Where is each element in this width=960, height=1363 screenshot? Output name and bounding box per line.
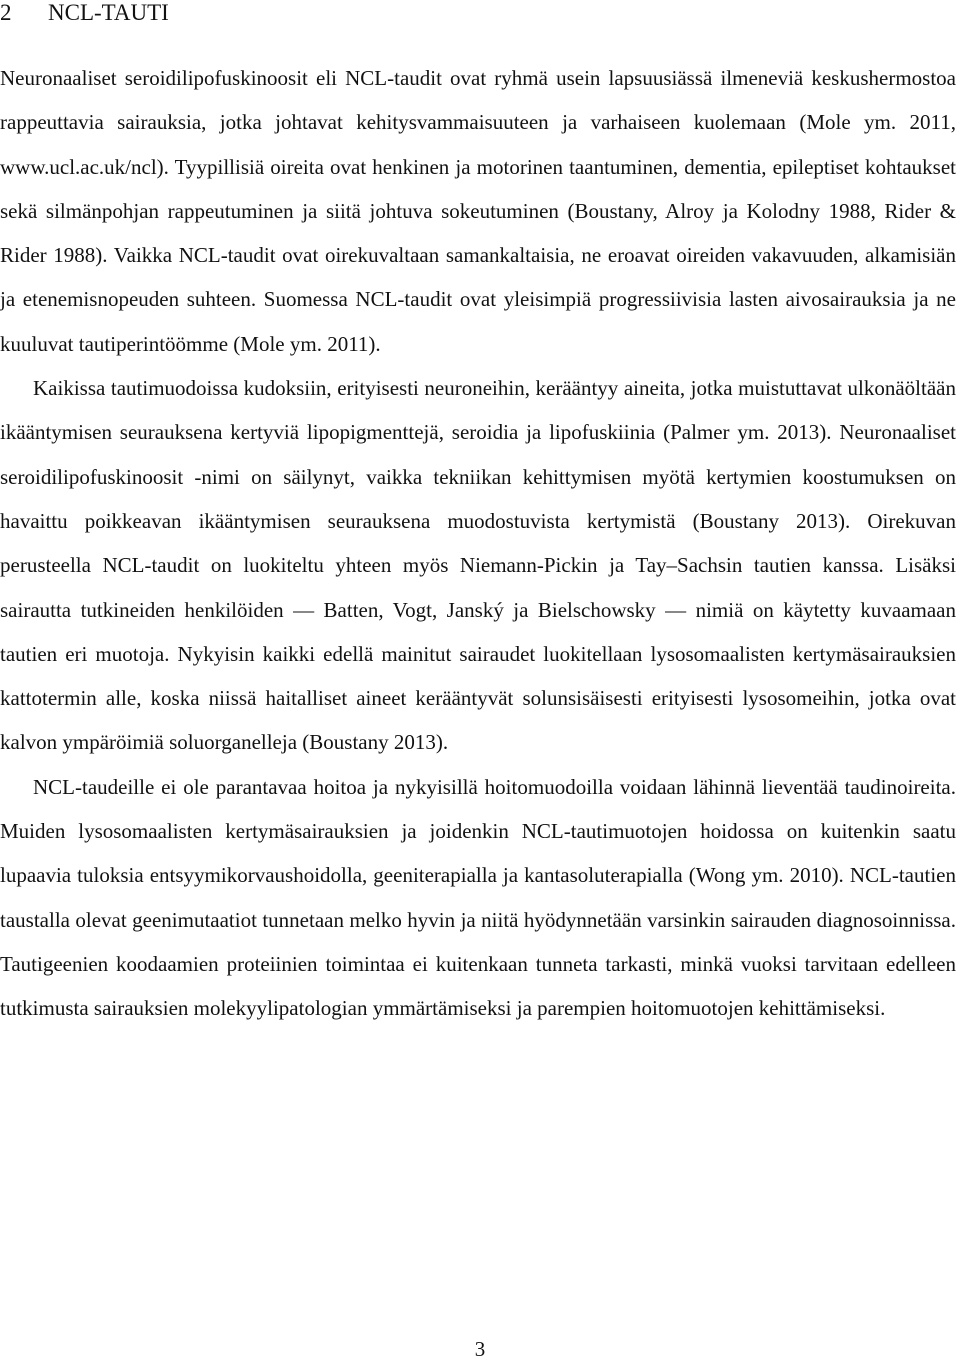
paragraph-2: Kaikissa tautimuodoissa kudoksiin, erityisesti neuroneihin, kerääntyy aineita, jotka muistuttavat ulkonäöltään ikääntymisen seurauksena kertyviä lipopigmenttejä, seroidia ja lipofuskiinia (Palmer ym. 2013). Neuronaaliset seroidilipofuskinoosit -nimi on säilynyt, vaikka tekniikan kehittymisen myötä kertymien koostumuksen on havaittu poikkeavan ikääntymisen seurauksena muodostuvista kertymistä (Boustany 2013). Oirekuvan perusteella NCL-taudit on luokiteltu yhteen myös Niemann-Pickin ja Tay–Sachsin tautien kanssa. Lisäksi sairautta tutkineiden henkilöiden — Batten, Vogt, Janský ja Bielschowsky — nimiä on käytetty kuvaamaan tautien eri muotoja. Nykyisin kaikki edellä mainitut sairaudet luokitellaan lysosomaalisten kertymäsairauksien kattotermin alle, koska niissä haitalliset aineet kerääntyvät solunsisäisesti erityisesti lysosomeihin, jotka ovat kalvon ympäröimiä soluorganelleja (Boustany 2013). <box>0 376 956 755</box>
paragraph-3: NCL-taudeille ei ole parantavaa hoitoa ja nykyisillä hoitomuodoilla voidaan lähinnä lieventää taudinoireita. Muiden lysosomaalisten kertymäsairauksien ja joidenkin NCL-tautimuotojen hoidossa on kuitenkin saatu lupaavia tuloksia entsyymikorvaushoidolla, geeniterapialla ja kantasoluterapialla (Wong ym. 2010). NCL-tautien taustalla olevat geenimutaatiot tunnetaan melko hyvin ja niitä hyödynnetään varsinkin sairauden diagnosoinnissa. Tautigeenien koodaamien proteiinien toimintaa ei kuitenkaan tunneta tarkasti, minkä vuoksi tarvitaan edelleen tutkimusta sairauksien molekyylipatologian ymmärtämiseksi ja parempien hoitomuotojen kehittämiseksi. <box>0 774 956 1021</box>
page-number: 3 <box>474 1337 486 1361</box>
section-title: NCL-TAUTI <box>48 0 169 25</box>
paragraph-1: Neuronaaliset seroidilipofuskinoosit eli NCL-taudit ovat ryhmä usein lapsuusiässä ilmeneviä keskushermostoa rappeuttavia sairauksia, jotka johtavat kehitysvammaisuuteen ja varhaiseen kuolemaan (Mole ym. 2011, www.ucl.ac.uk/ncl). Tyypillisiä oireita ovat henkinen ja motorinen taantuminen, dementia, epileptiset kohtaukset sekä silmänpohjan rappeutuminen ja siitä johtuva sokeutuminen (Boustany, Alroy ja Kolodny 1988, Rider & Rider 1988). Vaikka NCL-taudit ovat oirekuvaltaan samankaltaisia, ne eroavat oireiden vakavuuden, alkamisiän ja etenemisnopeuden suhteen. Suomessa NCL-taudit ovat yleisimpiä progressiivisia lasten aivosairauksia ja ne kuuluvat tautiperintöömme (Mole ym. 2011). <box>0 66 956 356</box>
section-heading <box>0 0 169 26</box>
section-number: 2 <box>0 0 12 25</box>
section-body <box>0 56 956 1031</box>
